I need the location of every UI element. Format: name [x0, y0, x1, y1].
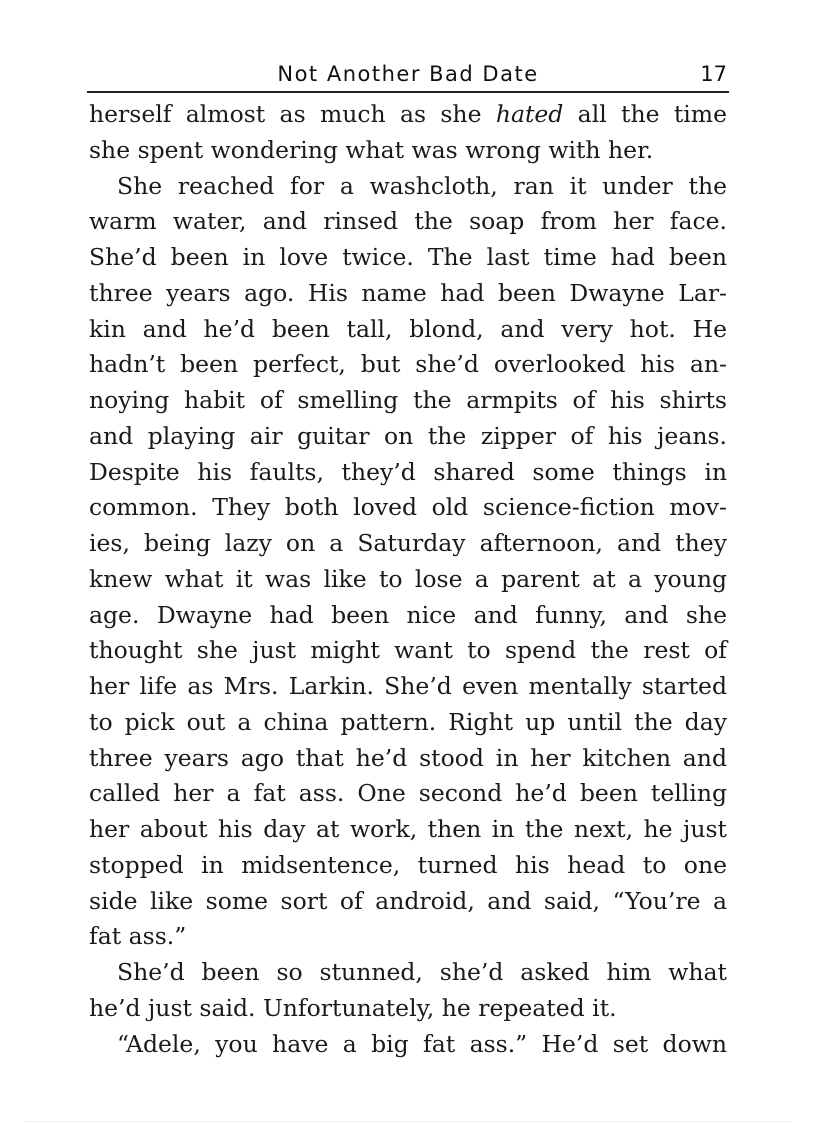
page-header — [89, 60, 727, 90]
header-rule — [87, 91, 729, 93]
page-number: 17 — [700, 62, 727, 86]
text-line: She’d been in love twice. The last time had been — [89, 243, 727, 271]
text-line: ies, being lazy on a Saturday afternoon, and they — [89, 529, 727, 557]
text-line: kin and he’d been tall, blond, and very hot. He — [89, 314, 727, 343]
text-line: called her a fat ass. One second he’d been telling — [89, 779, 727, 808]
running-title: Not Another Bad Date — [277, 62, 539, 86]
body-text — [89, 97, 727, 1062]
text-segment: all the time — [563, 100, 727, 128]
text-line — [89, 97, 727, 133]
text-line: age. Dwayne had been nice and funny, and she — [89, 600, 727, 629]
text-line: warm water, and rinsed the soap from her face. — [89, 207, 727, 236]
text-line: her life as Mrs. Larkin. She’d even mentally started — [89, 672, 727, 700]
text-line: fat ass.” — [89, 922, 187, 951]
text-line: knew what it was like to lose a parent at a young — [89, 564, 727, 593]
text-line: and playing air guitar on the zipper of his jeans. — [89, 421, 727, 450]
text-line: three years ago. His name had been Dwayne Lar- — [89, 278, 727, 307]
text-line: stopped in midsentence, turned his head to one — [89, 850, 727, 879]
emphasis-hated: hated — [495, 100, 564, 128]
text-line: Despite his faults, they’d shared some things in — [89, 457, 727, 486]
text-line: he’d just said. Unfortunately, he repeated it. — [89, 993, 617, 1022]
text-line: to pick out a china pattern. Right up until the day — [89, 707, 727, 736]
text-line: three years ago that he’d stood in her kitchen and — [89, 743, 727, 772]
page-bottom-edge — [24, 1121, 792, 1122]
text-line: common. They both loved old science-fiction mov- — [89, 493, 727, 522]
text-segment: herself almost as much as she — [89, 100, 496, 128]
text-line: she spent wondering what was wrong with her. — [89, 135, 654, 164]
text-line: She reached for a washcloth, ran it under the — [117, 171, 727, 200]
text-line: her about his day at work, then in the next, he just — [89, 815, 727, 843]
text-line: She’d been so stunned, she’d asked him what — [117, 958, 727, 986]
text-line: hadn’t been perfect, but she’d overlooked his an- — [89, 350, 727, 379]
text-line: noying habit of smelling the armpits of his shirts — [89, 386, 727, 414]
text-line: “Adele, you have a big fat ass.” He’d set down — [117, 1029, 727, 1058]
text-line: thought she just might want to spend the rest of — [89, 636, 727, 665]
text-line: side like some sort of android, and said, “You’re a — [89, 886, 727, 915]
